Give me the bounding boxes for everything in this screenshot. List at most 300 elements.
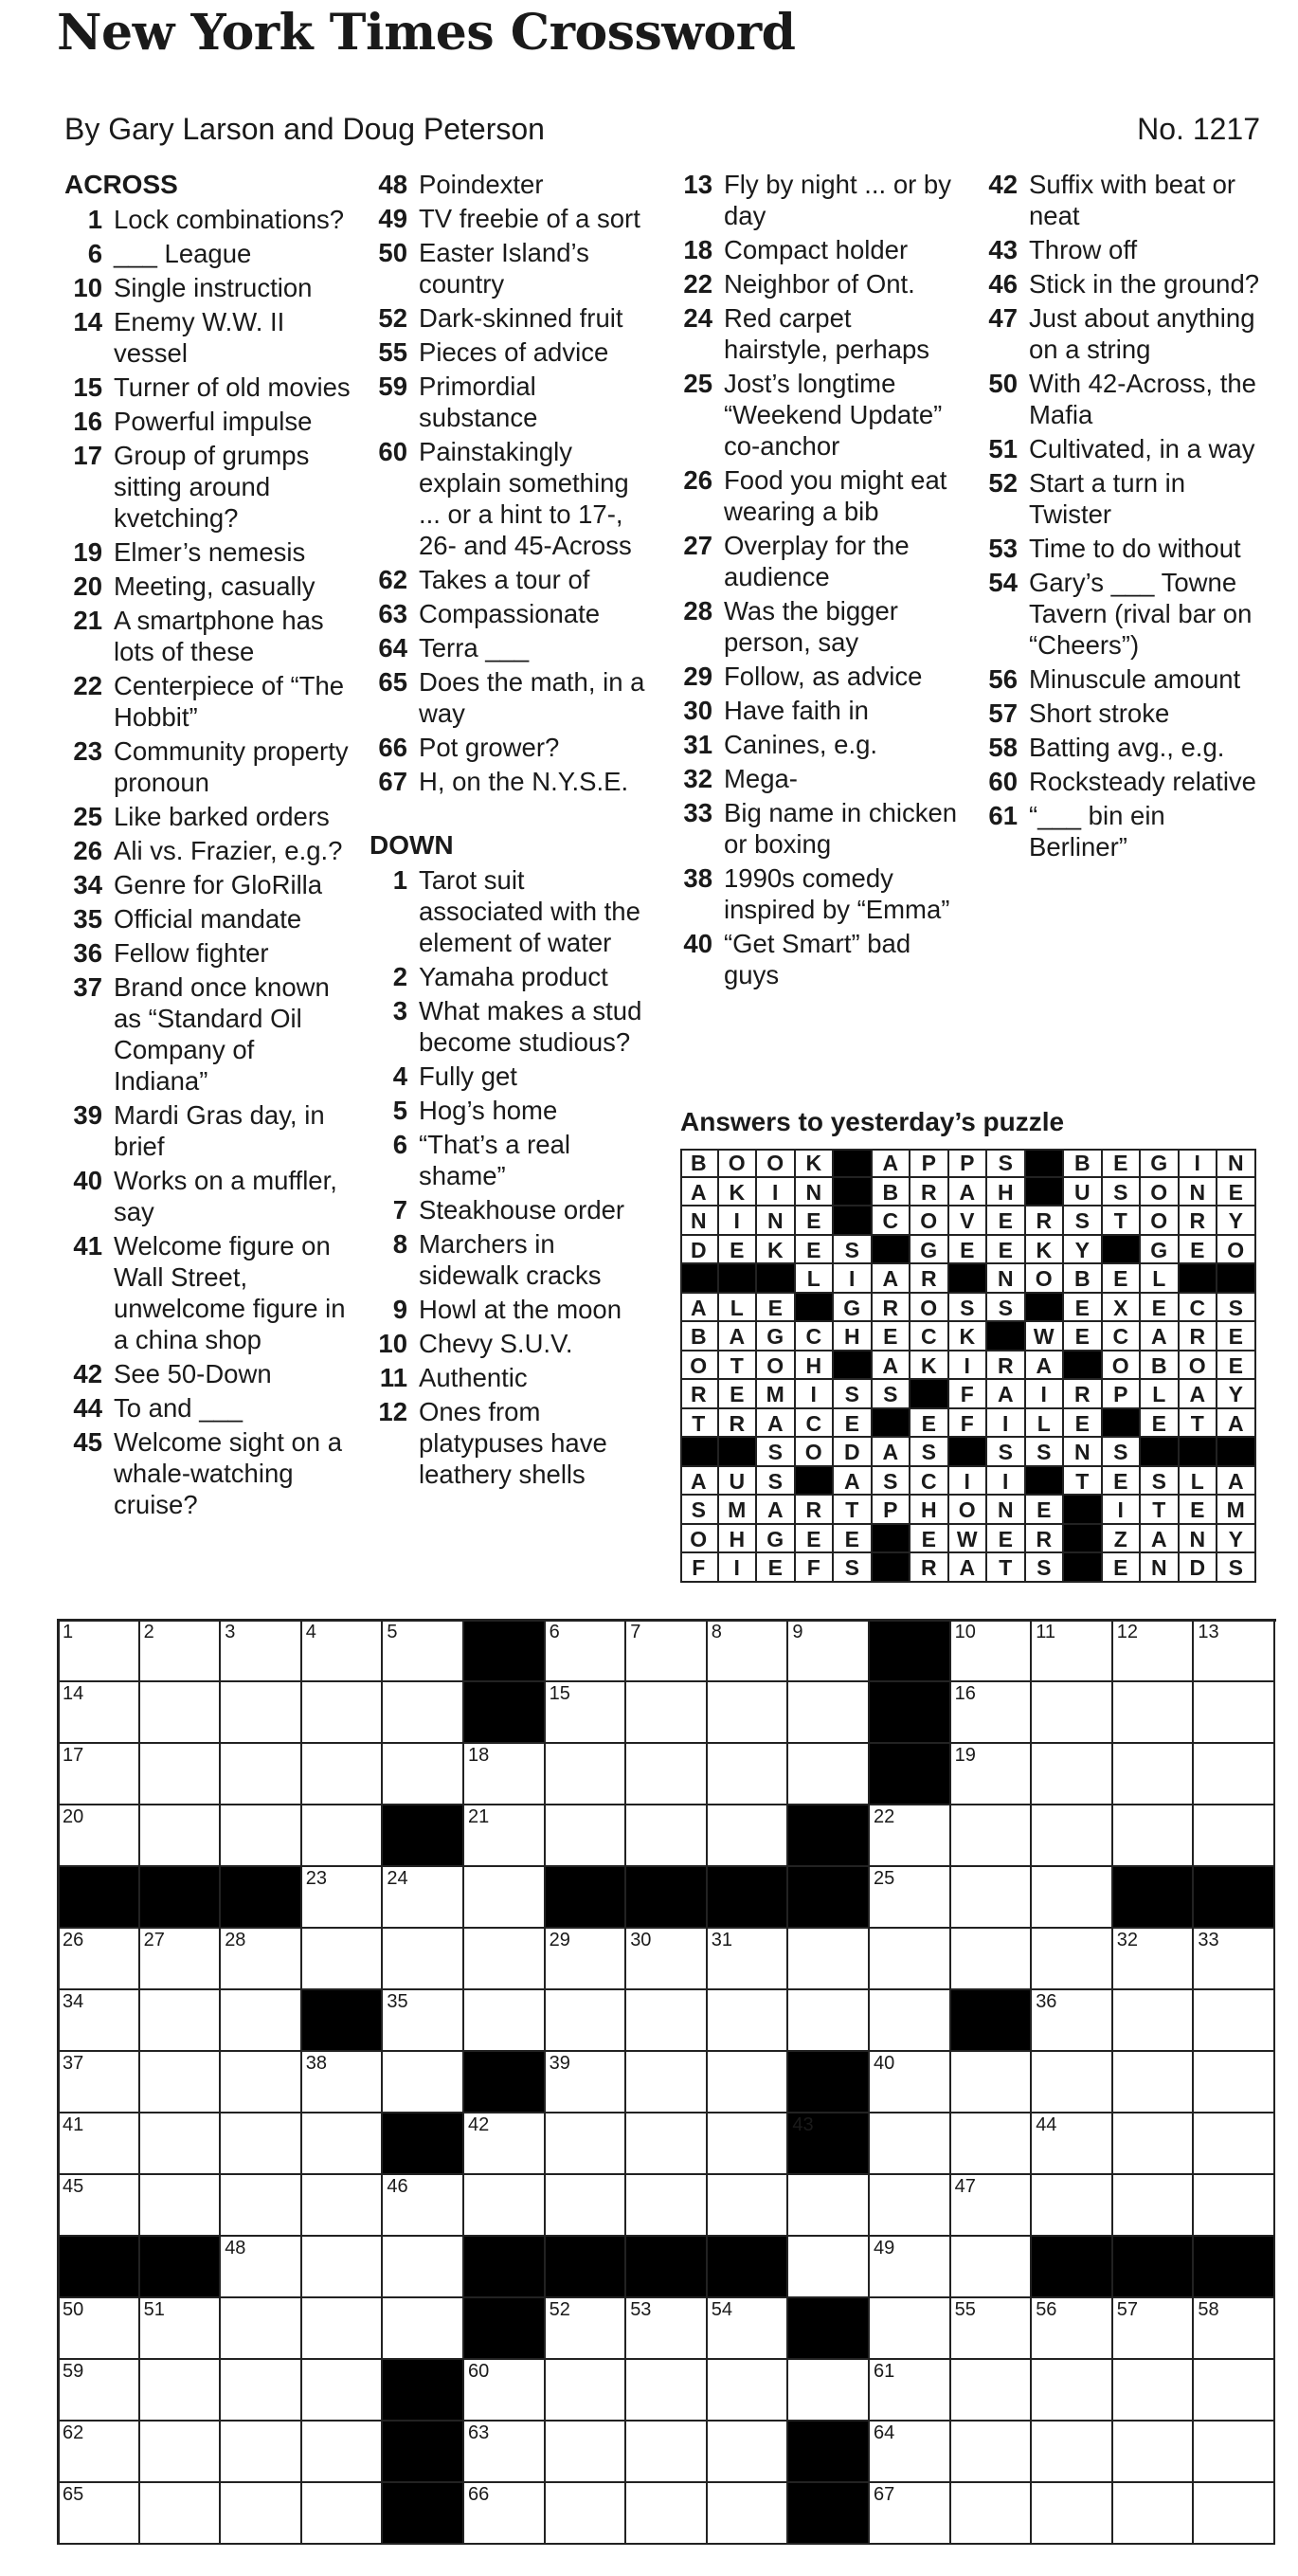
grid-cell[interactable] — [1194, 2175, 1275, 2237]
answer-cell — [1103, 1178, 1142, 1207]
grid-cell[interactable] — [951, 1682, 1033, 1744]
answer-letter: I — [772, 1179, 779, 1205]
answer-black-cell — [1180, 1264, 1218, 1294]
grid-cell[interactable] — [626, 1805, 708, 1867]
answer-letter: A — [1227, 1410, 1244, 1436]
grid-cell[interactable] — [1113, 2052, 1195, 2113]
grid-cell[interactable] — [870, 1929, 951, 1990]
grid-cell[interactable] — [140, 2052, 222, 2113]
grid-cell[interactable] — [1194, 2298, 1275, 2360]
grid-cell[interactable] — [708, 2113, 789, 2175]
grid-cell[interactable] — [221, 1929, 302, 1990]
grid-cell[interactable] — [1194, 1682, 1275, 1744]
answer-letter: K — [920, 1352, 937, 1378]
answer-letter: Y — [1228, 1526, 1243, 1551]
clue-text: Howl at the moon — [419, 1295, 622, 1324]
answer-cell — [796, 1178, 835, 1207]
answer-cell — [796, 1149, 835, 1178]
grid-cell[interactable] — [708, 2483, 789, 2545]
answer-cell — [1217, 1236, 1256, 1265]
answer-letter: A — [1036, 1352, 1053, 1378]
grid-cell[interactable] — [1113, 2360, 1195, 2422]
answer-cell — [1103, 1467, 1142, 1497]
answer-cell — [757, 1380, 796, 1409]
answer-black-cell — [1026, 1467, 1065, 1497]
clue-text: Authentic — [419, 1363, 528, 1392]
grid-cell[interactable] — [302, 2237, 384, 2298]
grid-cell[interactable] — [221, 1682, 302, 1744]
grid-cell[interactable] — [1113, 1682, 1195, 1744]
answer-cell — [1026, 1409, 1065, 1439]
grid-cell[interactable] — [951, 1744, 1033, 1805]
answer-cell — [1064, 1206, 1103, 1236]
grid-cell[interactable] — [546, 2422, 627, 2483]
grid-cell[interactable] — [788, 2237, 870, 2298]
answer-letter: R — [1036, 1208, 1053, 1233]
answer-cell — [910, 1294, 949, 1323]
grid-cell[interactable] — [140, 1682, 222, 1744]
grid-cell[interactable] — [59, 2422, 140, 2483]
answer-letter: K — [1036, 1237, 1053, 1262]
answer-letter: G — [920, 1237, 938, 1262]
grid-cell[interactable] — [1113, 2113, 1195, 2175]
answer-cell — [1217, 1206, 1256, 1236]
grid-cell[interactable] — [1032, 2298, 1113, 2360]
grid-cell[interactable] — [1194, 1805, 1275, 1867]
grid-cell[interactable] — [464, 1929, 546, 1990]
answer-cell — [834, 1380, 873, 1409]
clue-text: Time to do without — [1029, 534, 1241, 563]
grid-cell[interactable] — [59, 1990, 140, 2052]
grid-cell[interactable] — [221, 1805, 302, 1867]
grid-cell[interactable] — [626, 2360, 708, 2422]
clue-text: A smartphone has lots of these — [114, 606, 324, 666]
grid-cell[interactable] — [1032, 1805, 1113, 1867]
grid-cell[interactable] — [383, 1867, 464, 1929]
grid-cell[interactable] — [1194, 2483, 1275, 2545]
answer-black-cell — [1103, 1409, 1142, 1439]
grid-cell[interactable] — [140, 1621, 222, 1682]
grid-cell[interactable] — [140, 1929, 222, 1990]
grid-cell[interactable] — [464, 1990, 546, 2052]
grid-cell[interactable] — [708, 2422, 789, 2483]
grid-cell[interactable] — [140, 1805, 222, 1867]
clue-number: 23 — [73, 736, 102, 766]
grid-cell[interactable] — [626, 1990, 708, 2052]
grid-cell[interactable] — [546, 2483, 627, 2545]
grid-cell[interactable] — [1194, 2052, 1275, 2113]
answer-letter: A — [766, 1497, 784, 1522]
answer-cell — [1103, 1553, 1142, 1583]
grid-cell[interactable] — [383, 2052, 464, 2113]
grid-cell[interactable] — [788, 2360, 870, 2422]
grid-black-cell — [1113, 1867, 1195, 1929]
grid-cell[interactable] — [626, 1621, 708, 1682]
grid-cell[interactable] — [546, 1929, 627, 1990]
grid-cell[interactable] — [59, 1621, 140, 1682]
grid-cell-number: 2 — [143, 1622, 154, 1642]
answer-letter: G — [843, 1295, 861, 1320]
grid-cell[interactable] — [59, 1744, 140, 1805]
grid-cell[interactable] — [1113, 1929, 1195, 1990]
grid-cell[interactable] — [302, 1682, 384, 1744]
grid-cell[interactable] — [626, 2175, 708, 2237]
grid-cell[interactable] — [788, 1744, 870, 1805]
grid-cell[interactable] — [870, 2360, 951, 2422]
grid-cell[interactable] — [951, 2113, 1033, 2175]
grid-cell-number: 42 — [468, 2114, 490, 2135]
grid-black-cell — [788, 2422, 870, 2483]
answer-cell — [1064, 1264, 1103, 1294]
grid-cell[interactable] — [221, 2360, 302, 2422]
answer-letter: N — [1227, 1151, 1244, 1175]
grid-cell[interactable] — [708, 1744, 789, 1805]
grid-cell[interactable] — [302, 2175, 384, 2237]
answer-black-cell — [1064, 1351, 1103, 1381]
grid-cell[interactable] — [221, 2298, 302, 2360]
clue-text: Primordial substance — [419, 372, 538, 432]
answer-letter: S — [767, 1468, 783, 1494]
answer-letter: E — [806, 1208, 821, 1233]
grid-cell[interactable] — [464, 2175, 546, 2237]
clue-number: 60 — [378, 437, 407, 466]
grid-cell[interactable] — [951, 2360, 1033, 2422]
grid-cell[interactable] — [1194, 2422, 1275, 2483]
answer-letter: N — [997, 1497, 1014, 1522]
grid-cell-number: 45 — [63, 2176, 84, 2197]
grid-cell[interactable] — [546, 2298, 627, 2360]
grid-cell[interactable] — [383, 1682, 464, 1744]
grid-cell-number: 21 — [468, 1806, 490, 1827]
grid-cell[interactable] — [788, 1682, 870, 1744]
answer-black-cell — [1026, 1149, 1065, 1178]
grid-cell[interactable] — [59, 2052, 140, 2113]
grid-cell[interactable] — [626, 2422, 708, 2483]
grid-cell[interactable] — [383, 2298, 464, 2360]
grid-cell[interactable] — [140, 2422, 222, 2483]
answer-letter: F — [960, 1382, 974, 1406]
grid-cell[interactable] — [1032, 2175, 1113, 2237]
grid-cell[interactable] — [1194, 2113, 1275, 2175]
clue-number: 49 — [378, 204, 407, 233]
grid-cell[interactable] — [708, 1621, 789, 1682]
grid-cell[interactable] — [221, 1990, 302, 2052]
answer-cell — [757, 1438, 796, 1467]
grid-cell[interactable] — [383, 1621, 464, 1682]
grid-cell[interactable] — [708, 2052, 789, 2113]
clue-number: 43 — [988, 235, 1018, 264]
clue-number: 37 — [73, 972, 102, 1002]
answer-cell — [1141, 1149, 1180, 1178]
answer-cell — [796, 1351, 835, 1381]
answer-letter: F — [806, 1555, 820, 1580]
grid-cell[interactable] — [1113, 2422, 1195, 2483]
grid-cell[interactable] — [788, 1929, 870, 1990]
grid-cell-number: 18 — [468, 1745, 490, 1766]
grid-cell[interactable] — [1113, 2483, 1195, 2545]
grid-cell[interactable] — [464, 1867, 546, 1929]
grid-cell[interactable] — [383, 1929, 464, 1990]
clue-text: Stick in the ground? — [1029, 269, 1260, 299]
grid-cell[interactable] — [1113, 1990, 1195, 2052]
grid-cell[interactable] — [1194, 1990, 1275, 2052]
answer-letter: P — [1113, 1382, 1128, 1406]
grid-black-cell — [626, 2237, 708, 2298]
grid-cell[interactable] — [708, 2175, 789, 2237]
clue-item — [64, 1230, 351, 1355]
grid-cell[interactable] — [1032, 2113, 1113, 2175]
clue-number: 5 — [392, 1096, 407, 1125]
grid-cell[interactable] — [626, 1929, 708, 1990]
grid-cell[interactable] — [383, 1990, 464, 2052]
grid-cell[interactable] — [870, 1867, 951, 1929]
grid-cell[interactable] — [140, 2175, 222, 2237]
grid-cell[interactable] — [951, 1621, 1033, 1682]
grid-cell[interactable] — [1032, 2422, 1113, 2483]
grid-cell[interactable] — [951, 2237, 1033, 2298]
answer-letter: I — [964, 1468, 970, 1494]
grid-cell[interactable] — [546, 1744, 627, 1805]
answer-cell — [1217, 1496, 1256, 1525]
grid-cell[interactable] — [221, 2113, 302, 2175]
clue-number: 13 — [683, 170, 712, 199]
grid-cell[interactable] — [1113, 1805, 1195, 1867]
grid-cell[interactable] — [221, 2237, 302, 2298]
grid-cell[interactable] — [59, 1682, 140, 1744]
clue-item — [64, 971, 351, 1097]
answer-letter: N — [1189, 1526, 1206, 1551]
grid-cell[interactable] — [383, 2175, 464, 2237]
grid-cell[interactable] — [951, 1929, 1033, 1990]
answer-letter: R — [729, 1410, 746, 1436]
grid-cell[interactable] — [870, 2175, 951, 2237]
grid-cell[interactable] — [546, 2113, 627, 2175]
clue-text: Ali vs. Frazier, e.g.? — [114, 836, 343, 865]
answer-cell — [796, 1438, 835, 1467]
grid-cell[interactable] — [626, 2113, 708, 2175]
grid-cell[interactable] — [221, 2175, 302, 2237]
answer-letter: Z — [1113, 1526, 1127, 1551]
grid-cell[interactable] — [302, 1805, 384, 1867]
grid-cell[interactable] — [870, 2237, 951, 2298]
grid-cell[interactable] — [1032, 2483, 1113, 2545]
clue-item — [64, 272, 351, 303]
grid-cell[interactable] — [221, 2422, 302, 2483]
grid-cell[interactable] — [951, 2175, 1033, 2237]
grid-cell[interactable] — [1194, 1929, 1275, 1990]
grid-cell[interactable] — [951, 2052, 1033, 2113]
grid-cell[interactable] — [302, 2298, 384, 2360]
grid-cell[interactable] — [302, 1867, 384, 1929]
grid-cell[interactable] — [626, 1682, 708, 1744]
page-title: New York Times Crossword — [57, 4, 796, 62]
grid-cell[interactable] — [546, 1621, 627, 1682]
answer-cell — [796, 1496, 835, 1525]
grid-cell[interactable] — [708, 1929, 789, 1990]
grid-cell[interactable] — [1113, 2175, 1195, 2237]
grid-cell[interactable] — [140, 2483, 222, 2545]
clue-item — [675, 661, 959, 692]
grid-cell[interactable] — [546, 1682, 627, 1744]
grid-cell[interactable] — [221, 2052, 302, 2113]
grid-cell[interactable] — [464, 2113, 546, 2175]
grid-cell[interactable] — [1032, 1621, 1113, 1682]
grid-cell[interactable] — [708, 1805, 789, 1867]
grid-cell[interactable] — [546, 1990, 627, 2052]
grid-cell[interactable] — [951, 1867, 1033, 1929]
clue-item — [64, 238, 351, 269]
grid-cell[interactable] — [302, 2422, 384, 2483]
grid-cell[interactable] — [464, 2483, 546, 2545]
answer-black-cell — [1180, 1438, 1218, 1467]
clue-item — [980, 368, 1264, 430]
answer-cell — [719, 1496, 758, 1525]
grid-cell[interactable] — [464, 1744, 546, 1805]
clue-text: Red carpet hairstyle, perhaps — [724, 303, 930, 364]
answer-cell — [834, 1496, 873, 1525]
answer-cell — [719, 1525, 758, 1554]
grid-cell[interactable] — [1113, 1621, 1195, 1682]
grid-cell[interactable] — [1194, 1621, 1275, 1682]
grid-cell[interactable] — [221, 1621, 302, 1682]
clue-number: 30 — [683, 696, 712, 725]
answer-letter: K — [959, 1324, 976, 1349]
grid-cell[interactable] — [59, 2175, 140, 2237]
answer-letter: A — [959, 1555, 976, 1580]
answer-letter: B — [882, 1179, 899, 1205]
grid-cell[interactable] — [708, 2298, 789, 2360]
clue-number: 34 — [73, 870, 102, 899]
grid-cell[interactable] — [59, 1805, 140, 1867]
grid-cell[interactable] — [302, 1744, 384, 1805]
grid-black-cell — [546, 2237, 627, 2298]
grid-cell[interactable] — [1032, 2052, 1113, 2113]
grid-cell-number: 38 — [305, 2053, 328, 2074]
grid-black-cell — [788, 2052, 870, 2113]
grid-cell[interactable] — [1032, 1990, 1113, 2052]
grid-cell[interactable] — [546, 2175, 627, 2237]
clue-number: 40 — [73, 1166, 102, 1195]
grid-cell[interactable] — [302, 2360, 384, 2422]
answer-cell — [834, 1409, 873, 1439]
answer-cell — [1103, 1496, 1142, 1525]
grid-cell[interactable] — [221, 1744, 302, 1805]
grid-cell[interactable] — [383, 2237, 464, 2298]
grid-cell[interactable] — [1032, 1682, 1113, 1744]
grid-cell[interactable] — [1032, 1929, 1113, 1990]
answer-cell — [1103, 1294, 1142, 1323]
answer-cell — [1064, 1467, 1103, 1497]
grid-cell[interactable] — [302, 1621, 384, 1682]
grid-cell[interactable] — [1032, 1867, 1113, 1929]
grid-cell[interactable] — [870, 1805, 951, 1867]
grid-cell[interactable] — [140, 1990, 222, 2052]
grid-cell[interactable] — [140, 1744, 222, 1805]
answer-black-cell — [719, 1264, 758, 1294]
answer-cell — [949, 1294, 988, 1323]
grid-cell[interactable] — [708, 1990, 789, 2052]
grid-cell[interactable] — [464, 1805, 546, 1867]
grid-cell[interactable] — [546, 2052, 627, 2113]
grid-cell[interactable] — [59, 1929, 140, 1990]
grid-cell[interactable] — [1032, 2360, 1113, 2422]
grid-cell[interactable] — [708, 1682, 789, 1744]
answer-cell — [757, 1409, 796, 1439]
grid-cell[interactable] — [140, 2298, 222, 2360]
grid-cell[interactable] — [546, 2360, 627, 2422]
grid-cell[interactable] — [302, 1929, 384, 1990]
answer-letter: E — [730, 1237, 745, 1262]
grid-cell[interactable] — [464, 2422, 546, 2483]
grid-cell[interactable] — [59, 2298, 140, 2360]
grid-cell[interactable] — [1113, 1744, 1195, 1805]
clue-number: 20 — [73, 571, 102, 601]
grid-cell[interactable] — [302, 2113, 384, 2175]
grid-cell[interactable] — [788, 1990, 870, 2052]
grid-cell[interactable] — [870, 2298, 951, 2360]
grid-cell-number: 40 — [874, 2053, 895, 2074]
grid-cell[interactable] — [59, 2483, 140, 2545]
grid-cell[interactable] — [951, 2422, 1033, 2483]
grid-cell[interactable] — [788, 1621, 870, 1682]
grid-cell[interactable] — [870, 2113, 951, 2175]
answer-cell — [987, 1206, 1026, 1236]
grid-cell[interactable] — [221, 2483, 302, 2545]
grid-cell[interactable] — [951, 2298, 1033, 2360]
grid-cell[interactable] — [708, 2360, 789, 2422]
grid-cell[interactable] — [870, 2422, 951, 2483]
grid-cell[interactable] — [626, 2298, 708, 2360]
clue-item — [64, 735, 351, 798]
grid-cell[interactable] — [546, 1805, 627, 1867]
grid-cell[interactable] — [1113, 2298, 1195, 2360]
grid-cell[interactable] — [870, 2052, 951, 2113]
grid-cell[interactable] — [140, 2113, 222, 2175]
grid-cell[interactable] — [464, 2360, 546, 2422]
answer-letter: H — [805, 1352, 822, 1378]
grid-cell[interactable] — [302, 2483, 384, 2545]
grid-cell[interactable] — [788, 2175, 870, 2237]
grid-black-cell — [302, 1990, 384, 2052]
grid-cell[interactable] — [951, 1805, 1033, 1867]
grid-cell[interactable] — [59, 2113, 140, 2175]
answer-letter: O — [728, 1151, 746, 1175]
clue-item — [675, 729, 959, 760]
grid-cell-number: 28 — [225, 1930, 246, 1950]
clue-number: 18 — [683, 235, 712, 264]
answer-letter: C — [1189, 1295, 1206, 1320]
grid-cell[interactable] — [1194, 1744, 1275, 1805]
grid-cell[interactable] — [626, 1744, 708, 1805]
clue-item — [675, 268, 959, 299]
clue-number: 50 — [988, 369, 1018, 398]
grid-cell[interactable] — [1032, 1744, 1113, 1805]
answer-cell — [680, 1380, 719, 1409]
grid-cell[interactable] — [951, 2483, 1033, 2545]
answer-cell — [757, 1294, 796, 1323]
grid-cell[interactable] — [1194, 2360, 1275, 2422]
clue-number: 53 — [988, 534, 1018, 563]
grid-cell[interactable] — [626, 2483, 708, 2545]
grid-cell[interactable] — [870, 1990, 951, 2052]
grid-cell[interactable] — [59, 2360, 140, 2422]
grid-cell[interactable] — [140, 2360, 222, 2422]
grid-cell[interactable] — [302, 2052, 384, 2113]
answer-black-cell — [873, 1236, 911, 1265]
grid-cell[interactable] — [870, 2483, 951, 2545]
grid-cell[interactable] — [626, 2052, 708, 2113]
grid-cell[interactable] — [383, 1744, 464, 1805]
